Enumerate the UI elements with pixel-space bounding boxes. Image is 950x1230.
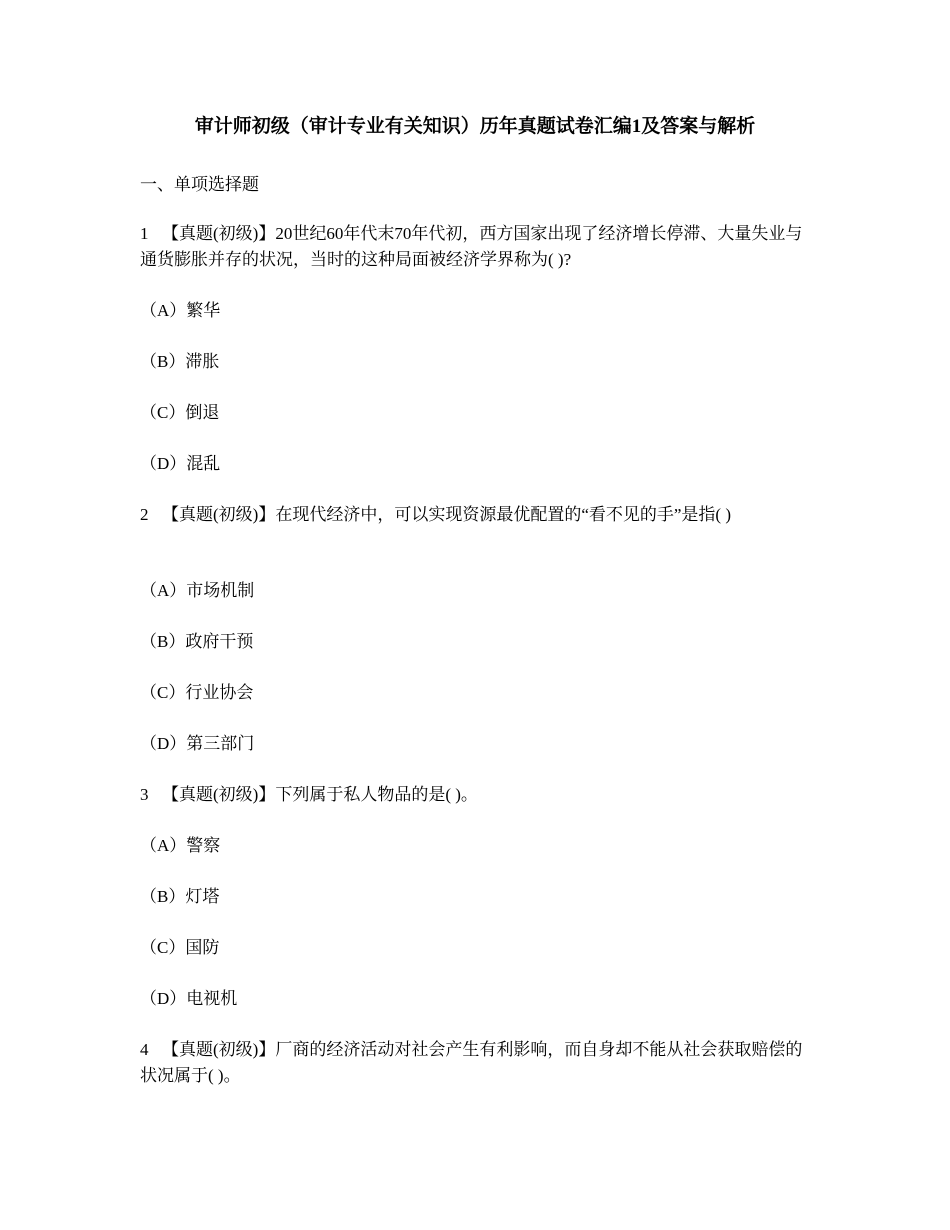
section-heading: 一、单项选择题	[140, 175, 259, 194]
question-number: 3	[140, 785, 149, 804]
question-3-option-a: （A）警察	[140, 836, 221, 855]
question-2-option-a: （A）市场机制	[140, 581, 255, 600]
question-tag: 【真题(初级)】	[162, 785, 276, 804]
question-1-option-a: （A）繁华	[140, 301, 221, 320]
question-number: 2	[140, 505, 149, 524]
question-number: 4	[140, 1040, 149, 1059]
question-2-stem	[140, 502, 810, 528]
question-3-option-c: （C）国防	[140, 938, 220, 957]
question-text: 下列属于私人物品的是( )。	[275, 785, 478, 804]
question-1-option-b: （B）滞胀	[140, 352, 220, 371]
question-1-option-c: （C）倒退	[140, 403, 220, 422]
question-2-option-d: （D）第三部门	[140, 734, 255, 753]
question-4-stem	[140, 1037, 810, 1089]
question-text: 20世纪60年代末70年代初，西方国家出现了经济增长停滞、大量失业与通货膨胀并存的状况，当时的这种局面被经济学界称为( )?	[140, 224, 803, 269]
question-number: 1	[140, 224, 149, 243]
question-3-option-d: （D）电视机	[140, 989, 238, 1008]
question-tag: 【真题(初级)】	[162, 224, 276, 243]
question-3-option-b: （B）灯塔	[140, 887, 220, 906]
question-1-stem	[140, 221, 810, 273]
question-tag: 【真题(初级)】	[162, 1040, 276, 1059]
question-1-option-d: （D）混乱	[140, 454, 221, 473]
question-3-stem	[140, 782, 810, 808]
question-text: 在现代经济中，可以实现资源最优配置的“看不见的手”是指( )	[275, 505, 731, 524]
document-title: 审计师初级（审计专业有关知识）历年真题试卷汇编1及答案与解析	[194, 116, 756, 137]
question-2-option-c: （C）行业协会	[140, 683, 254, 702]
question-2-option-b: （B）政府干预	[140, 632, 254, 651]
question-tag: 【真题(初级)】	[162, 505, 276, 524]
question-text: 厂商的经济活动对社会产生有利影响，而自身却不能从社会获取赔偿的状况属于( )。	[140, 1040, 803, 1085]
